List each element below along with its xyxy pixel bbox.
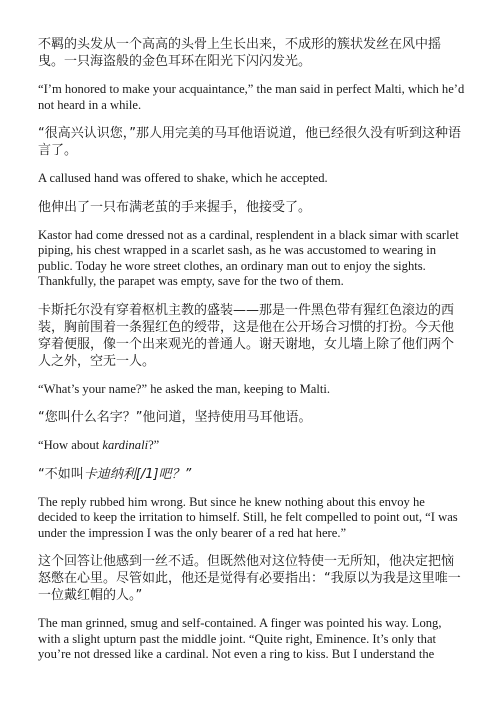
paragraph-zh-6 (38, 466, 466, 483)
italic-term: 卡迪纳利[/1]吧？” (83, 466, 192, 482)
italic-term: kardinali (102, 438, 149, 452)
paragraph-zh-2: “很高兴认识您，”那人用完美的马耳他语说道，他已经很久没有听到这种语言了。 (38, 126, 461, 158)
text-segment: “不如叫 (38, 466, 84, 482)
paragraph-en-2: A callused hand was offered to shake, which he accepted. (38, 171, 328, 185)
paragraph-en-5 (38, 438, 466, 454)
paragraph-zh-1: 不羁的头发从一个高高的头骨上生长出来，不成形的簇状发丝在风中摇曳。一只海盗般的金色耳环在阳光下闪闪发光。 (38, 37, 442, 69)
paragraph-en-7: The man grinned, smug and self-contained. A finger was pointed his way. Long, with a slight upturn past the middle joint. “Quite right, Eminence. It’s only that you’re not dressed like a cardinal. Not even a ring to kiss. But I understand the (38, 616, 442, 661)
paragraph-zh-4: 卡斯托尔没有穿着枢机主教的盛装——那是一件黑色带有猩红色滚边的西装，胸前围着一条猩红色的绶带，这是他在公开场合习惯的打扮。今天他穿着便服，像一个出来观光的普通人。谢天谢地，女儿墙上除了他们两个人之外，空无一人。 (38, 302, 455, 369)
paragraph-en-1: “I’m honored to make your acquaintance,” the man said in perfect Malti, which he’d not heard in a while. (38, 82, 465, 112)
text-segment: ?” (148, 438, 160, 452)
paragraph-zh-5: “您叫什么名字？”他问道，坚持使用马耳他语。 (38, 410, 312, 425)
paragraph-zh-7: 这个回答让他感到一丝不适。但既然他对这位特使一无所知，他决定把恼怒憋在心里。尽管如此，他还是觉得有必要指出：“我原以为我是这里唯一一位戴红帽的人。” (38, 554, 461, 603)
document-page (38, 36, 466, 675)
paragraph-en-3: Kastor had come dressed not as a cardinal, resplendent in a black simar with scarlet piping, his chest wrapped in a scarlet sash, as he was accustomed to wearing in public. Today he wore street clothes, an ordinary man out to enjoy the sights. Thankfully, the parapet was empty, save for the two of them. (38, 227, 459, 288)
paragraph-zh-3: 他伸出了一只布满老茧的手来握手，他接受了。 (38, 199, 312, 215)
text-segment: “How about (38, 438, 103, 452)
paragraph-en-4: “What’s your name?” he asked the man, keeping to Malti. (38, 381, 331, 396)
paragraph-en-6: The reply rubbed him wrong. But since he knew nothing about this envoy he decided to keep the irritation to himself. Still, he felt compelled to point out, “I was under the impression I was the only bearer of a red hat here.” (38, 494, 458, 540)
